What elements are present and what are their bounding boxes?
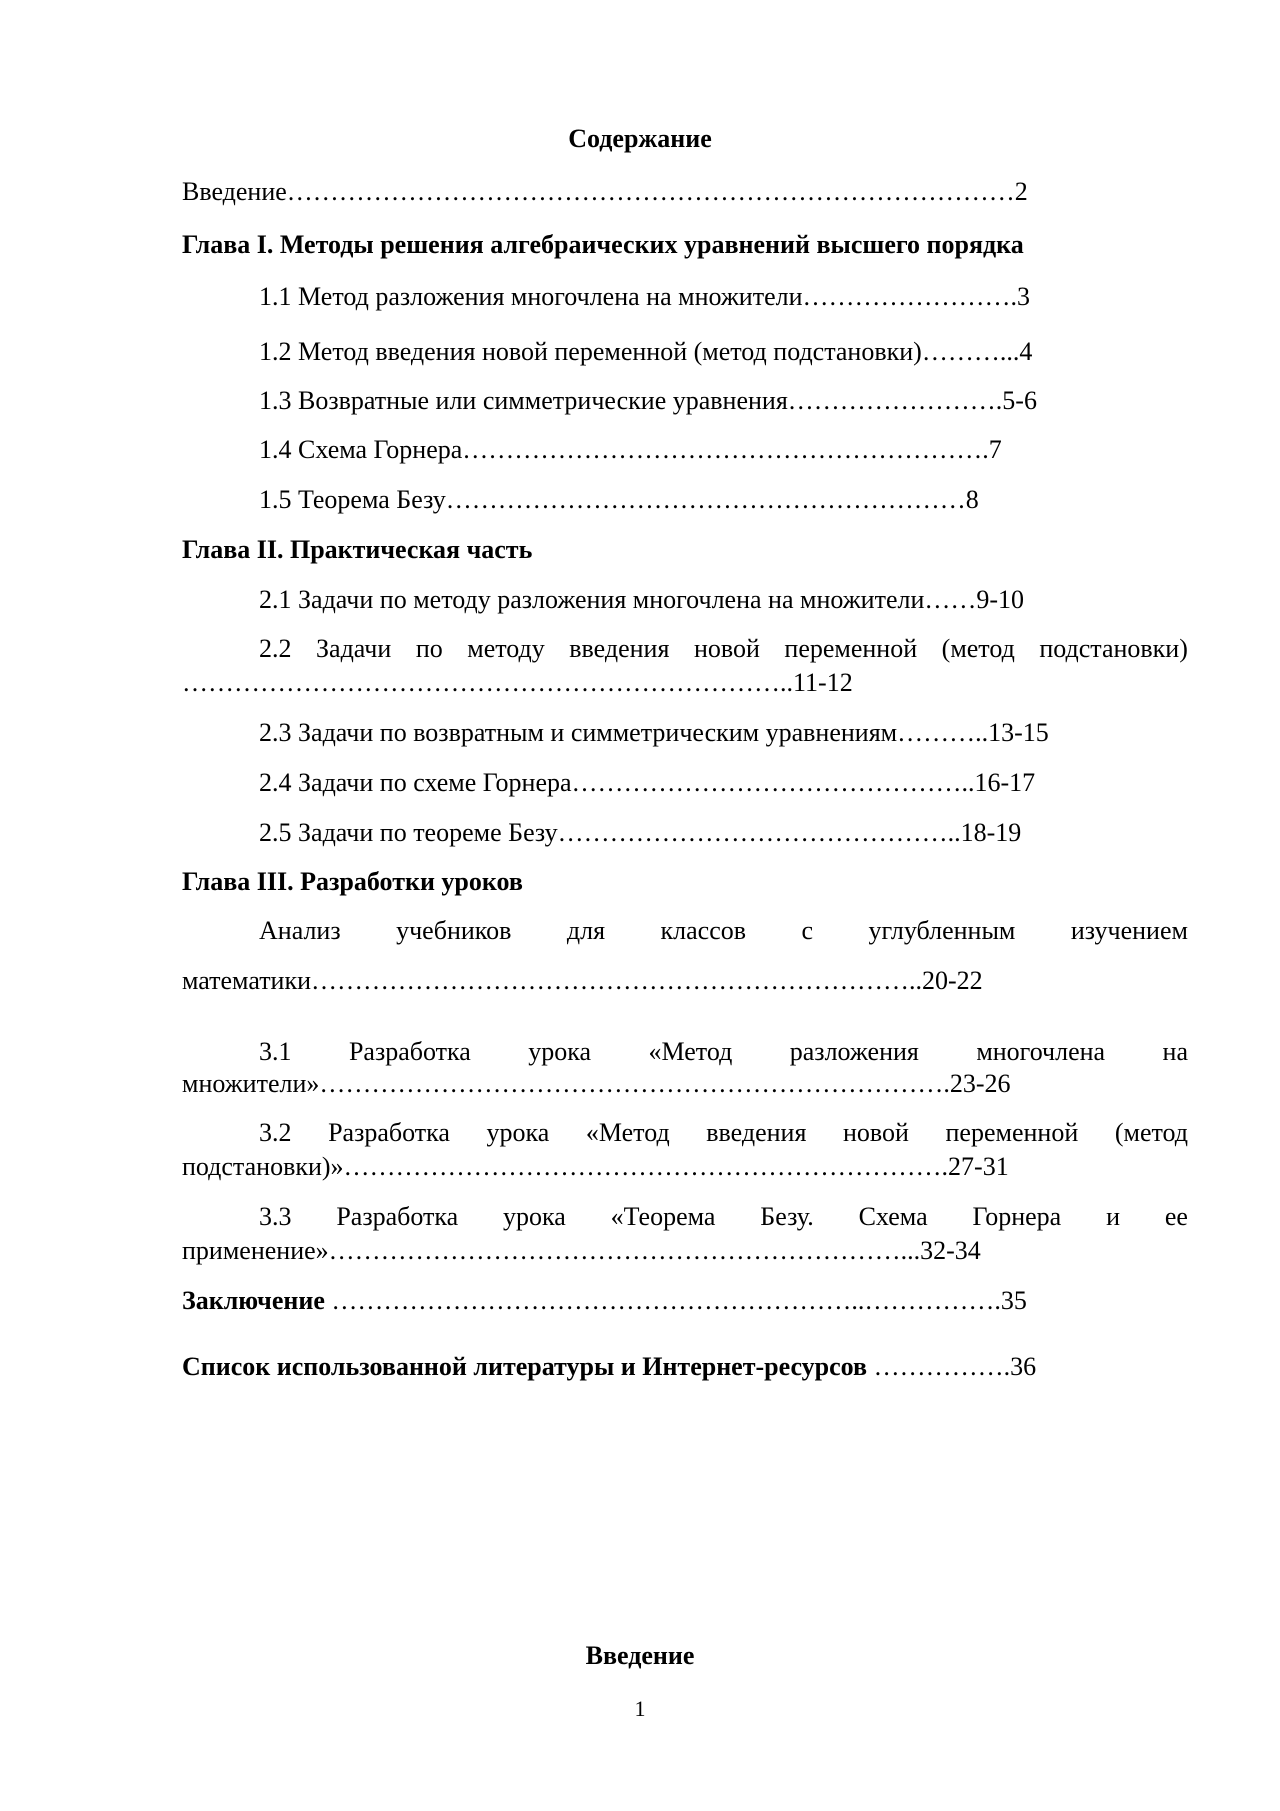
toc-entry-3-2-line1 [259, 1120, 1188, 1146]
word: 3.1 [259, 1037, 292, 1066]
toc-chapter-2: Глава II. Практическая часть [182, 535, 533, 564]
word: введения [706, 1118, 807, 1147]
toc-entry-1-4: 1.4 Схема Горнера…………………………………………………….7 [259, 435, 1002, 464]
word: Схема [858, 1202, 928, 1231]
conclusion-dots: ……………………………………………………..…………….35 [324, 1286, 1027, 1315]
word: Анализ [259, 916, 341, 945]
toc-entry-references [182, 1354, 1036, 1380]
word: многочлена [976, 1037, 1106, 1066]
word: и [1106, 1202, 1120, 1231]
next-section-title: Введение [585, 1641, 695, 1670]
word: 2.2 [259, 634, 292, 663]
word: методу [467, 634, 545, 663]
word: для [566, 916, 606, 945]
toc-title: Содержание [568, 124, 712, 153]
toc-entry-2-1: 2.1 Задачи по методу разложения многочлена на множители……9-10 [259, 585, 1025, 614]
word: изучением [1070, 916, 1188, 945]
toc-entry-conclusion [182, 1288, 1027, 1314]
word: Безу. [760, 1202, 814, 1231]
word: «Метод [648, 1037, 733, 1066]
toc-entry-2-2-line2: ……………………………………………………………..11-12 [182, 668, 853, 697]
word: введения [569, 634, 670, 663]
toc-entry-3-1-line1 [259, 1039, 1188, 1065]
toc-chapter-3: Глава III. Разработки уроков [182, 867, 523, 896]
toc-entry-1-2: 1.2 Метод введения новой переменной (метод подстановки)………...4 [259, 337, 1033, 366]
word: классов [660, 916, 747, 945]
references-dots: …………….36 [867, 1352, 1037, 1381]
word: новой [843, 1118, 909, 1147]
toc-entry-1-1: 1.1 Метод разложения многочлена на множители…………………….3 [259, 282, 1030, 311]
toc-entry-3-3-line1 [259, 1204, 1188, 1230]
toc-entry-analysis-line2: математики……………………………………………………………..20-22 [182, 966, 983, 995]
word: 3.3 [259, 1202, 292, 1231]
word: разложения [789, 1037, 919, 1066]
toc-entry-intro: Введение…………………………………………………………………………2 [182, 177, 1028, 206]
word: подстановки) [1039, 634, 1188, 663]
references-label: Список использованной литературы и Интернет-ресурсов [182, 1352, 868, 1381]
word: Горнера [972, 1202, 1062, 1231]
word: ее [1164, 1202, 1188, 1231]
word: Разработка [328, 1118, 450, 1147]
word: Разработка [348, 1037, 471, 1066]
word: (метод [941, 634, 1015, 663]
toc-entry-1-5: 1.5 Теорема Безу……………………………………………………8 [259, 485, 979, 514]
word: Задачи [316, 634, 392, 663]
word: (метод [1114, 1118, 1188, 1147]
toc-entry-analysis-line1 [259, 918, 1188, 944]
word: учебников [396, 916, 512, 945]
word: 3.2 [259, 1118, 292, 1147]
toc-entry-2-5: 2.5 Задачи по теореме Безу………………………………………..18-19 [259, 818, 1022, 847]
toc-entry-3-1-line2: множители»……………………………………………………………….23-26 [182, 1069, 1011, 1098]
toc-entry-3-2-line2: подстановки)»…………………………………………………………….27-31 [182, 1152, 1009, 1181]
word: переменной [945, 1118, 1079, 1147]
toc-entry-3-3-line2: применение»…………………………………………………………...32-34 [182, 1236, 981, 1265]
word: новой [693, 634, 760, 663]
toc-entry-1-3: 1.3 Возвратные или симметрические уравнения…………………….5-6 [259, 386, 1037, 415]
toc-entry-2-3: 2.3 Задачи по возвратным и симметрическим уравнениям………..13-15 [259, 718, 1049, 747]
word: Разработка [336, 1202, 459, 1231]
word: углубленным [868, 916, 1016, 945]
toc-entry-2-4: 2.4 Задачи по схеме Горнера………………………………………..16-17 [259, 768, 1036, 797]
word: «Теорема [610, 1202, 716, 1231]
word: урока [503, 1202, 566, 1231]
word: урока [528, 1037, 592, 1066]
word: урока [486, 1118, 550, 1147]
word: переменной [784, 634, 918, 663]
page-number: 1 [634, 1696, 646, 1721]
word: с [801, 916, 814, 945]
word: на [1162, 1037, 1188, 1066]
word: по [415, 634, 443, 663]
conclusion-label: Заключение [182, 1286, 325, 1315]
toc-entry-2-2-line1 [259, 636, 1188, 662]
word: «Метод [585, 1118, 670, 1147]
toc-chapter-1: Глава I. Методы решения алгебраических уравнений высшего порядка [182, 230, 1024, 259]
